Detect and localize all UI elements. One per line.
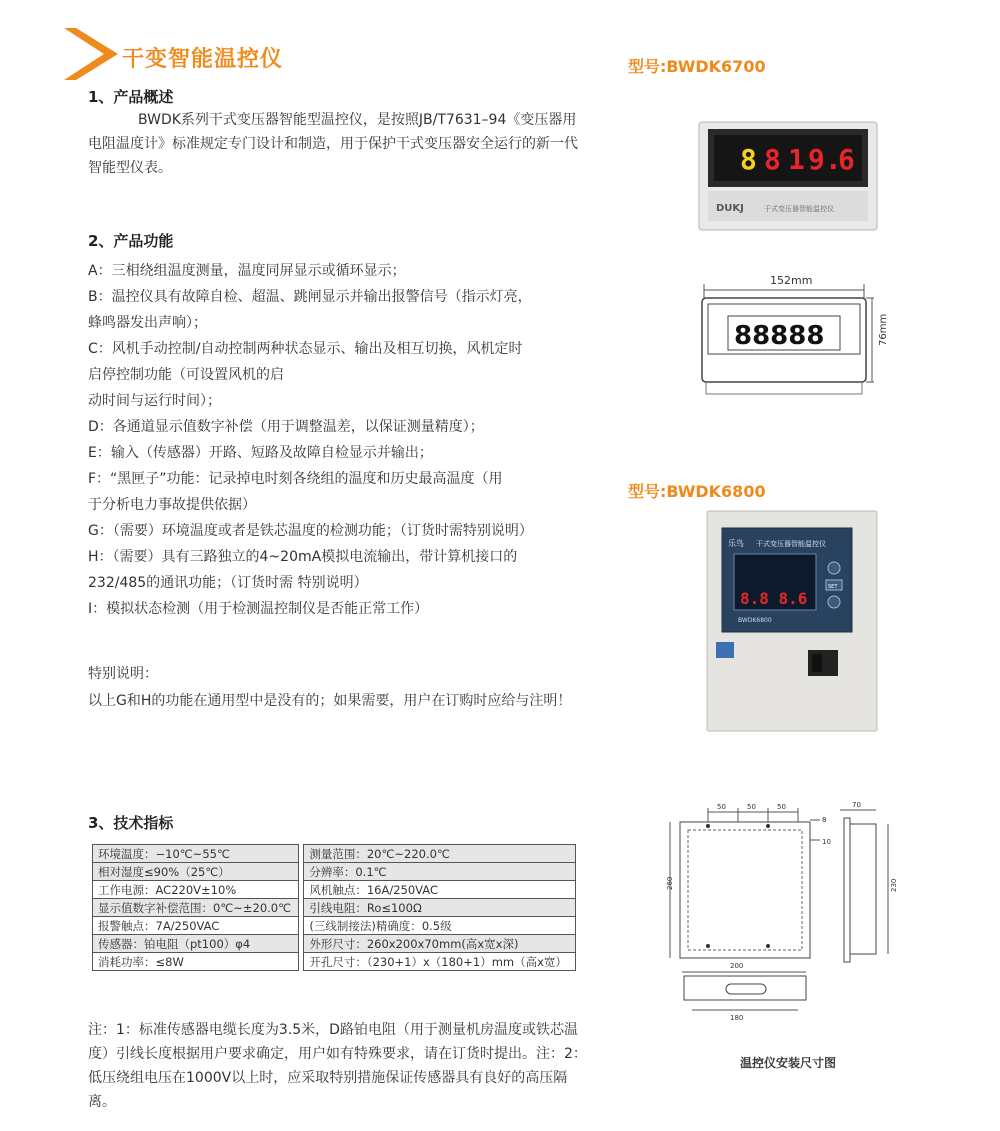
table-cell: 分辨率：0.1℃ (304, 863, 576, 881)
table-row (93, 935, 576, 953)
table-cell: 传感器：铂电阻（pt100）φ4 (93, 935, 299, 953)
device-photo-bwdk6800 (706, 510, 878, 732)
dimension-diagram-6700 (694, 270, 894, 400)
table-cell: 显示值数字补偿范围：0℃~±20.0℃ (93, 899, 299, 917)
device2-panel-text: 干式变压器智能温控仪 (756, 540, 826, 548)
table-row (93, 863, 576, 881)
table-cell: 引线电阻：Ro≤100Ω (304, 899, 576, 917)
list-item: 启停控制功能（可设置风机的启 (88, 367, 284, 383)
table-row (93, 953, 576, 971)
svg-text:50: 50 (717, 803, 726, 811)
table-row (93, 899, 576, 917)
table-cell: 测量范围：20℃~220.0℃ (304, 845, 576, 863)
dim-width: 152mm (770, 274, 813, 287)
list-item: 动时间与运行时间）； (88, 393, 221, 409)
table-cell: 工作电源：AC220V±10% (93, 881, 299, 899)
page-title: 干变智能温控仪 (122, 47, 284, 72)
svg-text:8: 8 (740, 143, 757, 176)
model-label-bwdk6700: 型号:BWDK6700 (628, 57, 766, 76)
section-heading-overview: 1、产品概述 (88, 88, 174, 106)
footnote-text: 注：1：标准传感器电缆长度为3.5米，D路铂电阻（用于测量机房温度或铁芯温度）引线长度根据用户要求确定，用户如有特殊要求，请在订货时提出。注：2：低压绕组电压在1000V以上时，应采取特别措施保证传感器具有良好的高压隔离。 (88, 1022, 587, 1110)
table-cell: 环境温度：−10℃~55℃ (93, 845, 299, 863)
svg-text:8: 8 (822, 816, 827, 824)
table-row (93, 845, 576, 863)
svg-text:1: 1 (788, 143, 805, 176)
device2-model: BWDK6800 (738, 617, 772, 624)
section-heading-specs: 3、技术指标 (88, 814, 174, 832)
svg-text:230: 230 (890, 878, 898, 892)
table-row (93, 917, 576, 935)
list-item: H：（需要）具有三路独立的4~20mA模拟电流输出，带计算机接口的 (88, 549, 518, 565)
note-title: 特别说明： (88, 666, 158, 682)
device2-display: 8.8 8.6 (740, 589, 808, 608)
list-item: B：温控仪具有故障自检、超温、跳闸显示并输出报警信号（指示灯亮， (88, 289, 532, 305)
dim-height: 76mm (878, 313, 889, 346)
table-cell: 开孔尺寸：（230+1）x（180+1）mm（高x宽） (304, 953, 576, 971)
svg-text:50: 50 (777, 803, 786, 811)
install-diagram-caption: 温控仪安装尺寸图 (740, 1056, 837, 1070)
table-cell: 消耗功率：≤8W (93, 953, 299, 971)
device-panel-text: 干式变压器智能温控仪 (764, 205, 834, 213)
device-brand: DUKJ (716, 203, 744, 214)
table-cell: 风机触点：16A/250VAC (304, 881, 576, 899)
section-heading-functions: 2、产品功能 (88, 232, 174, 250)
device2-brand: 乐鸟 (728, 539, 744, 548)
list-item: 于分析电力事故提供依据） (88, 497, 256, 513)
list-item: C：风机手动控制/自动控制两种状态显示、输出及相互切换，风机定时 (88, 341, 523, 357)
model-label-bwdk6800: 型号:BWDK6800 (628, 482, 766, 501)
list-item: 232/485的通讯功能；（订货时需 特别说明） (88, 575, 368, 591)
table-cell: (三线制接法)精确度：0.5级 (304, 917, 576, 935)
list-item: F：“黑匣子”功能：记录掉电时刻各绕组的温度和历史最高温度（用 (88, 471, 503, 487)
spec-table (92, 844, 576, 971)
list-item: E：输入（传感器）开路、短路及故障自检显示并输出； (88, 445, 433, 461)
list-item: D：各通道显示值数字补偿（用于调整温差，以保证测量精度）； (88, 419, 484, 435)
device-photo-bwdk6700 (698, 121, 878, 231)
svg-text:9.: 9. (808, 143, 842, 176)
list-item: I：模拟状态检测（用于检测温控制仪是否能正常工作） (88, 601, 429, 617)
list-item: 蜂鸣器发出声响）； (88, 315, 207, 331)
diag-display: 88888 (734, 321, 825, 351)
svg-text:200: 200 (730, 962, 744, 970)
note-text: 以上G和H的功能在通用型中是没有的；如果需要，用户在订购时应给与注明！ (88, 693, 572, 709)
table-cell: 外形尺寸：260x200x70mm(高x宽x深) (304, 935, 576, 953)
table-cell: 相对湿度≤90%（25℃） (93, 863, 299, 881)
svg-text:10: 10 (822, 838, 831, 846)
function-list (88, 258, 588, 622)
svg-text:180: 180 (730, 1014, 744, 1022)
svg-text:70: 70 (852, 801, 861, 809)
list-item: G：（需要）环境温度或者是铁芯温度的检测功能；（订货时需特别说明） (88, 523, 533, 539)
svg-text:50: 50 (747, 803, 756, 811)
list-item: A：三相绕组温度测量，温度同屏显示或循环显示； (88, 263, 406, 279)
device2-set-label: SET (828, 584, 838, 590)
table-row (93, 881, 576, 899)
chevron-icon (62, 24, 122, 80)
overview-text: BWDK系列干式变压器智能型温控仪，是按照JB/T7631–94《变压器用电阻温度计》标准规定专门设计和制造，用于保护干式变压器安全运行的新一代智能型仪表。 (88, 112, 578, 176)
svg-text:8: 8 (764, 143, 781, 176)
svg-text:260: 260 (666, 876, 674, 890)
install-diagram (662, 796, 922, 1036)
svg-text:6: 6 (838, 143, 855, 176)
table-cell: 报警触点：7A/250VAC (93, 917, 299, 935)
